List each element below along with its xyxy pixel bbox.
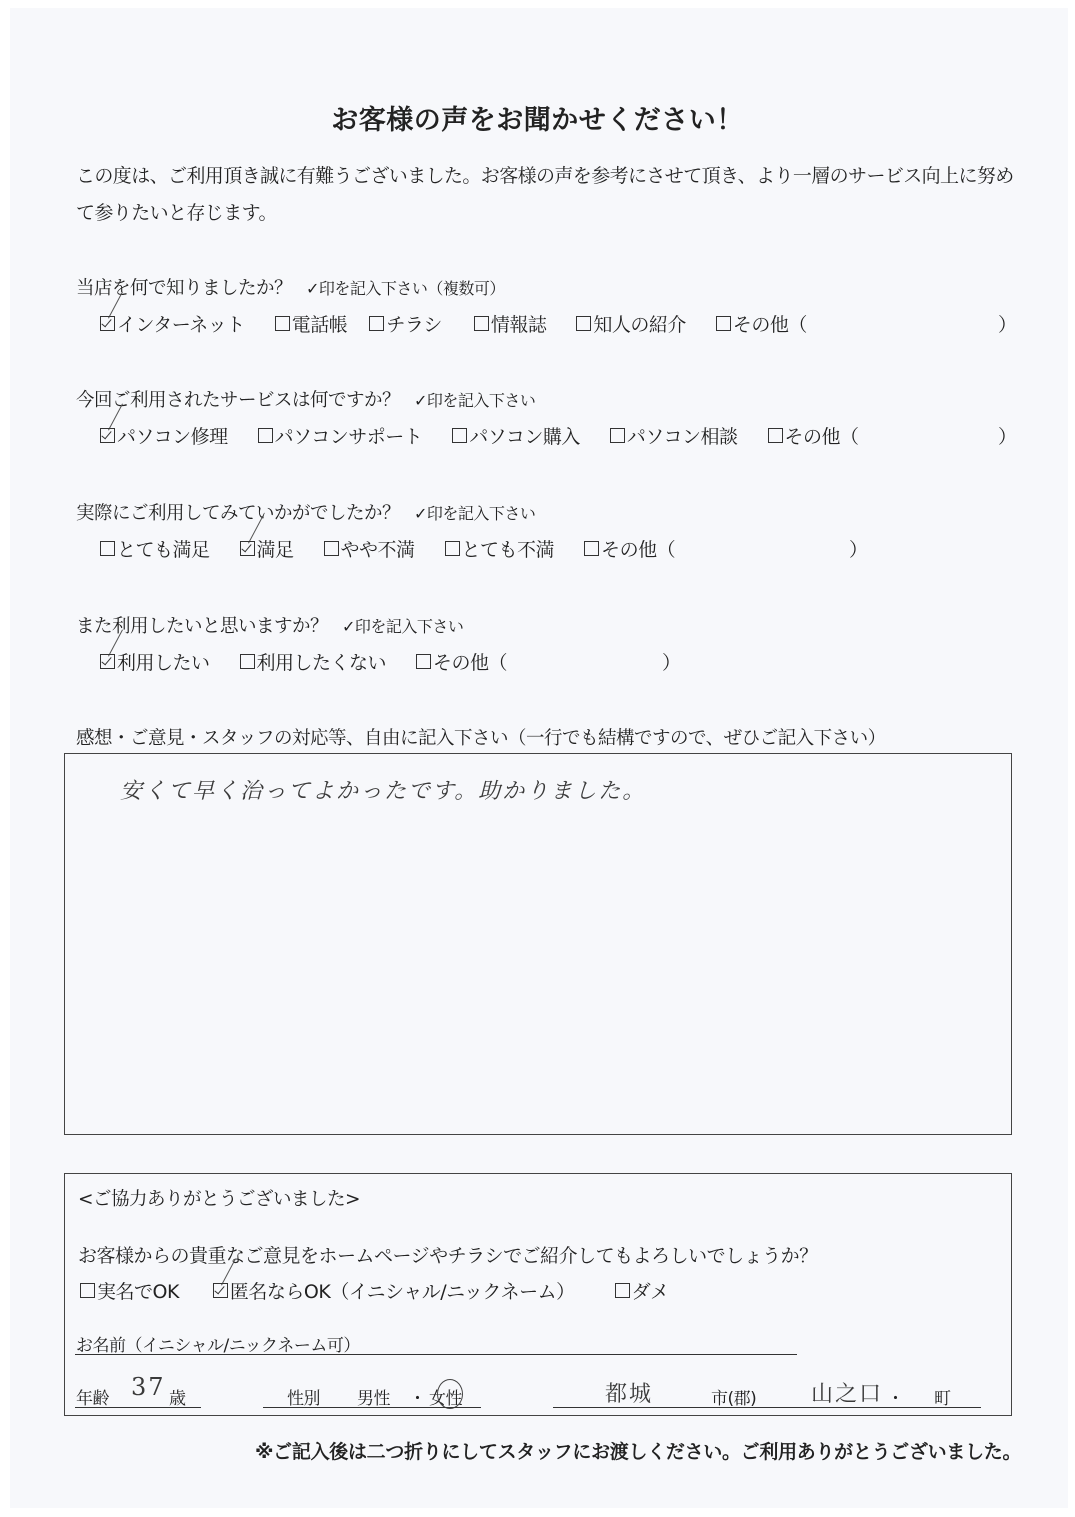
age-label: 年齢 (76, 1389, 109, 1409)
option-phonebook[interactable]: 電話帳 (275, 310, 348, 337)
gender-label: 性別 (287, 1389, 320, 1409)
gender-female[interactable]: 女性 (429, 1389, 462, 1409)
question-3-label (76, 499, 535, 525)
option-other[interactable]: その他（ (716, 310, 807, 337)
question-1-options (100, 310, 807, 337)
option-info-magazine[interactable]: 情報誌 (474, 310, 547, 337)
consent-section (64, 1173, 1012, 1416)
checkbox[interactable] (615, 1283, 630, 1298)
question-4-label (76, 612, 463, 638)
question-text: 当店を何で知りましたか？ (76, 278, 293, 299)
age-unit: 歳 (169, 1389, 186, 1409)
comments-label: 感想・ご意見・スタッフの対応等、自由に記入下さい（一行でも結構ですので、ぜひご記入下さい） (76, 728, 886, 749)
checkbox[interactable] (80, 1283, 95, 1298)
checkbox-checked[interactable] (213, 1283, 228, 1298)
checkbox[interactable] (100, 541, 115, 556)
city-unit: 市(郡) (711, 1389, 757, 1409)
town-separator: ・ (887, 1389, 904, 1409)
option-pc-purchase[interactable]: パソコン購入 (452, 422, 580, 449)
checkbox-checked[interactable] (100, 428, 115, 443)
option-pc-support[interactable]: パソコンサポート (258, 422, 423, 449)
checkbox-checked[interactable] (100, 316, 115, 331)
address-field-underline (553, 1407, 981, 1408)
question-2-label (76, 386, 535, 412)
question-hint: ✓印を記入下さい（複数可） (306, 279, 505, 298)
option-real-name-ok[interactable]: 実名でOK (80, 1277, 179, 1304)
option-pc-consult[interactable]: パソコン相談 (610, 422, 738, 449)
option-will-use-again[interactable]: 利用したい (100, 648, 210, 675)
checkbox[interactable] (576, 316, 591, 331)
checkbox[interactable] (369, 316, 384, 331)
checkbox[interactable] (275, 316, 290, 331)
checkbox[interactable] (324, 541, 339, 556)
question-hint: ✓印を記入下さい (342, 617, 464, 636)
other-close-paren: ） (662, 652, 681, 674)
intro-text: この度は、ご利用頂き誠に有難うございました。お客様の声を参考にさせて頂き、より一層のサービス向上に努めて参りたいと存じます。 (76, 165, 1014, 224)
town-value[interactable]: 山之口 (811, 1382, 884, 1407)
question-4-options (100, 648, 507, 675)
thanks-heading: <ご協力ありがとうございました> (78, 1189, 361, 1210)
option-internet[interactable]: インターネット (100, 310, 245, 337)
option-referral[interactable]: 知人の紹介 (576, 310, 686, 337)
consent-question: お客様からの貴重なご意見をホームページやチラシでご紹介してもよろしいでしょうか？ (78, 1245, 818, 1267)
question-text: 実際にご利用してみていかがでしたか？ (76, 503, 401, 524)
option-flyer[interactable]: チラシ (369, 310, 442, 337)
question-hint: ✓印を記入下さい (414, 504, 536, 523)
option-other[interactable]: その他（ (416, 648, 507, 675)
other-close-paren: ） (998, 426, 1017, 448)
checkbox[interactable] (240, 654, 255, 669)
consent-options (80, 1277, 669, 1304)
option-no[interactable]: ダメ (615, 1277, 669, 1304)
checkbox[interactable] (445, 541, 460, 556)
checkbox[interactable] (258, 428, 273, 443)
town-unit: 町 (934, 1389, 951, 1409)
option-pc-repair[interactable]: パソコン修理 (100, 422, 228, 449)
checkbox[interactable] (716, 316, 731, 331)
gender-male[interactable]: 男性 (357, 1389, 390, 1409)
gender-separator: ・ (409, 1389, 426, 1409)
city-value[interactable]: 都城 (605, 1382, 654, 1407)
question-3-options (100, 535, 675, 562)
question-hint: ✓印を記入下さい (414, 391, 536, 410)
question-2-options (100, 422, 859, 449)
age-value[interactable]: 37 (131, 1373, 166, 1401)
checkbox[interactable] (452, 428, 467, 443)
question-1-label (76, 274, 505, 300)
option-will-not-use-again[interactable]: 利用したくない (240, 648, 387, 675)
option-anonymous-ok[interactable]: 匿名ならOK（イニシャル/ニックネーム） (213, 1277, 575, 1304)
option-other[interactable]: その他（ (584, 535, 675, 562)
gender-field-underline (263, 1407, 481, 1408)
checkbox-checked[interactable] (100, 654, 115, 669)
option-other[interactable]: その他（ (768, 422, 859, 449)
option-very-satisfied[interactable]: とても満足 (100, 535, 210, 562)
checkbox[interactable] (584, 541, 599, 556)
option-satisfied[interactable]: 満足 (240, 535, 294, 562)
question-text: 今回ご利用されたサービスは何ですか？ (76, 390, 401, 411)
name-field-underline[interactable] (75, 1354, 797, 1355)
footer-note: ※ご記入後は二つ折りにしてスタッフにお渡しください。ご利用ありがとうございました。 (255, 1441, 1022, 1463)
gender-selected-circle (437, 1379, 463, 1409)
checkbox[interactable] (474, 316, 489, 331)
name-label: お名前（イニシャル/ニックネーム可） (76, 1336, 360, 1356)
option-slightly-dissatisfied[interactable]: やや不満 (324, 535, 415, 562)
checkbox[interactable] (768, 428, 783, 443)
other-close-paren: ） (998, 314, 1017, 336)
other-close-paren: ） (849, 539, 868, 561)
checkbox[interactable] (610, 428, 625, 443)
checkbox-checked[interactable] (240, 541, 255, 556)
option-very-dissatisfied[interactable]: とても不満 (445, 535, 555, 562)
question-text: また利用したいと思いますか？ (76, 616, 329, 637)
comments-handwritten-text: 安くて早く治ってよかったです。助かりました。 (120, 779, 647, 804)
age-field-underline (75, 1407, 201, 1408)
checkbox[interactable] (416, 654, 431, 669)
comments-textarea[interactable] (64, 753, 1012, 1135)
form-title: お客様の声をお聞かせください！ (331, 105, 744, 136)
